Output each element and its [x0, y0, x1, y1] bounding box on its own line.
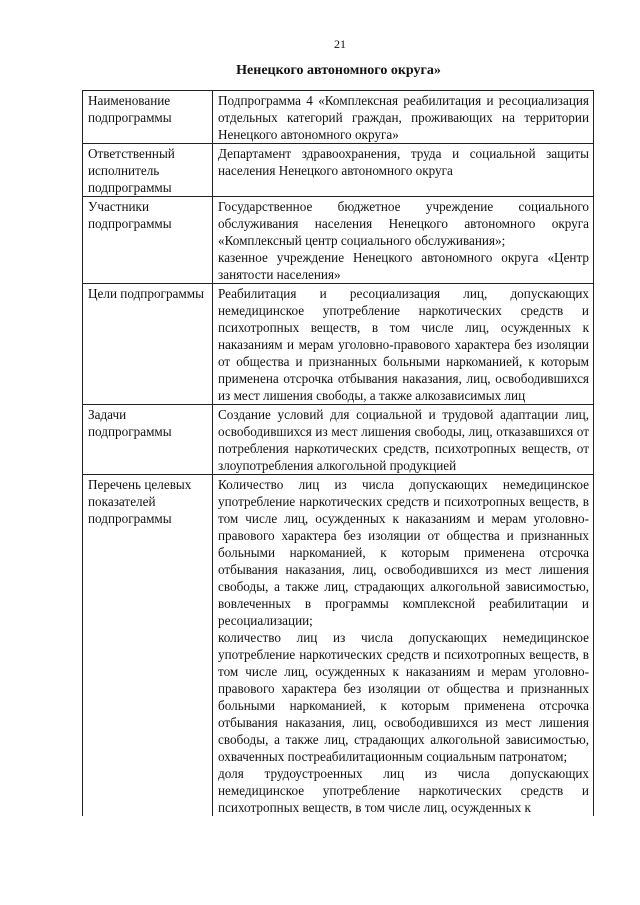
paragraph: Реабилитация и ресоциализация лиц, допускающих немедицинское употребление наркотических средств и психотропных веществ, в том числе лиц, осужденных к наказаниям и мерам уголовно-правового характера без изоляции от общества и признанных больными наркоманией, к которым применена отсрочка отбывания наказания, лиц, освободившихся из мест лишения свободы, а также алкозависимых лиц	[218, 286, 589, 403]
page-number: 21	[334, 37, 346, 51]
paragraph: Департамент здравоохранения, труда и социальной защиты населения Ненецкого автономного округа	[218, 146, 589, 178]
row-label-name: Наименование подпрограммы	[83, 91, 213, 144]
row-value-responsible	[213, 144, 594, 197]
paragraph: казенное учреждение Ненецкого автономного округа «Центр занятости населения»	[218, 250, 589, 282]
row-label-goals: Цели подпрограммы	[83, 284, 213, 405]
table-row	[83, 197, 594, 284]
row-value-name	[213, 91, 594, 144]
paragraph: доля трудоустроенных лиц из числа допускающих немедицинское употребление наркотических средств и психотропных веществ, в том числе лиц, осужденных к	[218, 766, 589, 815]
row-label-responsible: Ответственный исполнитель подпрограммы	[83, 144, 213, 197]
row-value-indicators	[213, 475, 594, 817]
paragraph: Количество лиц из числа допускающих немедицинское употребление наркотических средств и психотропных веществ, в том числе лиц, осужденных к наказаниям и мерам уголовно-правового характера без изоляции от общества и признанных больными наркоманией, к которым применена отсрочка отбывания наказания, лиц, освободившихся из мест лишения свободы, а также лиц, страдающих алкогольной зависимостью, вовлеченных в программы комплексной реабилитации и ресоциализации;	[218, 477, 589, 628]
row-value-goals	[213, 284, 594, 405]
table-row	[83, 91, 594, 144]
row-value-participants	[213, 197, 594, 284]
subprogram-passport-table	[82, 90, 594, 816]
paragraph: Создание условий для социальной и трудовой адаптации лиц, освободившихся из мест лишения свободы, лиц, отказавшихся от потребления наркотических средств, психотропных веществ, от злоупотребления алкогольной продукцией	[218, 407, 589, 473]
paragraph: Государственное бюджетное учреждение социального обслуживания населения Ненецкого автономного округа «Комплексный центр социального обслуживания»;	[218, 199, 589, 248]
paragraph: количество лиц из числа допускающих немедицинское употребление наркотических средств и психотропных веществ, в том числе лиц, осужденных к наказаниям и мерам уголовно-правового характера без изоляции от общества и признанных больными наркоманией, к которым применена отсрочка отбывания наказания, лиц, освободившихся из мест лишения свободы, а также лиц, страдающих алкогольной зависимостью, охваченных постреабилитационным социальным патронатом;	[218, 630, 589, 764]
row-value-tasks	[213, 405, 594, 475]
row-label-participants: Участники подпрограммы	[83, 197, 213, 284]
document-heading: Ненецкого автономного округа»	[236, 63, 441, 78]
table-row	[83, 144, 594, 197]
table-row	[83, 475, 594, 817]
paragraph: Подпрограмма 4 «Комплексная реабилитация и ресоциализация отдельных категорий граждан, проживающих на территории Ненецкого автономного округа»	[218, 93, 589, 142]
table-row	[83, 405, 594, 475]
table-row	[83, 284, 594, 405]
row-label-tasks: Задачи подпрограммы	[83, 405, 213, 475]
row-label-indicators: Перечень целевых показателей подпрограммы	[83, 475, 213, 817]
